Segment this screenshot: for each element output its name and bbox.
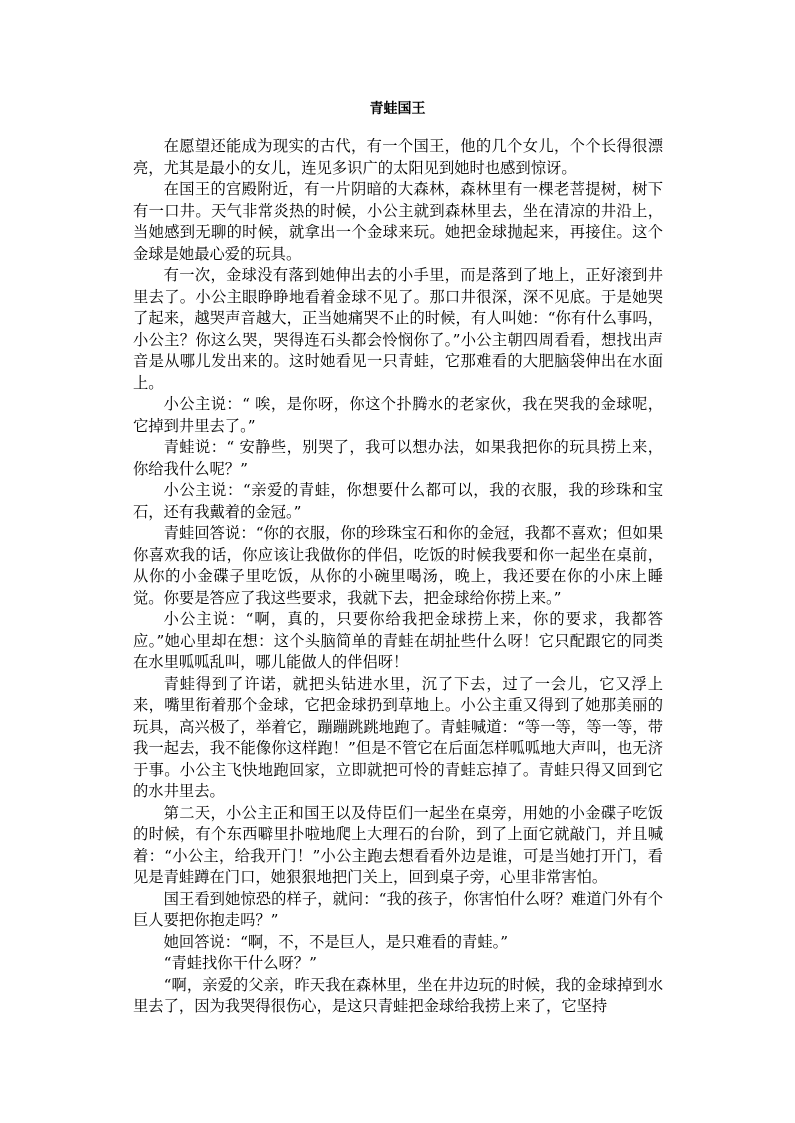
paragraph: 青蛙得到了许诺，就把头钻进水里，沉了下去，过了一会儿，它又浮上来，嘴里衔着那个金球，它把金球扔到草地上。小公主重又得到了她那美丽的玩具，高兴极了，举着它，蹦蹦跳跳地跑了。青蛙喊道：“等一等，等一等，带我一起去，我不能像你这样跑！”但是不管它在后面怎样呱呱地大声叫，也无济于事。小公主飞快地跑回家，立即就把可怜的青蛙忘掉了。青蛙只得又回到它的水井里去。 [133,674,663,800]
paragraph: 小公主说：“亲爱的青蛙，你想要什么都可以，我的衣服，我的珍珠和宝石，还有我戴着的金冠。” [133,481,663,521]
paragraph: 小公主说：“ 唉，是你呀，你这个扑腾水的老家伙，我在哭我的金球呢，它掉到井里去了。” [133,395,663,435]
document-title: 青蛙国王 [369,101,426,117]
paragraph: “青蛙找你干什么呀？” [163,954,317,972]
paragraph: “啊，亲爱的父亲，昨天我在森林里，坐在井边玩的时候，我的金球掉到水里去了，因为我哭得很伤心，是这只青蛙把金球给我捞上来了，它坚持 [133,975,663,1015]
paragraph: 国王看到她惊恐的样子，就问：“我的孩子，你害怕什么呀？难道门外有个巨人要把你抱走吗？” [133,889,663,929]
paragraph: 青蛙回答说：“你的衣服，你的珍珠宝石和你的金冠，我都不喜欢；但如果你喜欢我的话，你应该让我做你的伴侣，吃饭的时候我要和你一起坐在桌前，从你的小金碟子里吃饭，从你的小碗里喝汤，晚上，我还要在你的小床上睡觉。你要是答应了我这些要求，我就下去，把金球给你捞上来。” [133,524,663,607]
document-body [133,136,663,1018]
paragraph: 有一次，金球没有落到她伸出去的小手里，而是落到了地上，正好滚到井里去了。小公主眼睁睁地看着金球不见了。那口井很深，深不见底。于是她哭了起来，越哭声音越大，正当她痛哭不止的时候，有人叫她：“你有什么事吗，小公主？你这么哭，哭得连石头都会怜悯你了。”小公主朝四周看看，想找出声音是从哪儿发出来的。这时她看见一只青蛙，它那难看的大肥脑袋伸出在水面上。 [133,266,663,392]
paragraph: 青蛙说：“ 安静些，别哭了，我可以想办法，如果我把你的玩具捞上来，你给我什么呢？” [133,438,663,478]
paragraph: 小公主说：“啊，真的，只要你给我把金球捞上来，你的要求，我都答应。”她心里却在想：这个头脑简单的青蛙在胡扯些什么呀！它只配跟它的同类在水里呱呱乱叫，哪儿能做人的伴侣呀！ [133,610,663,671]
paragraph: 第二天，小公主正和国王以及侍臣们一起坐在桌旁，用她的小金碟子吃饭的时候，有个东西噼里扑啦地爬上大理石的台阶，到了上面它就敲门，并且喊着：“小公主，给我开门！”小公主跑去想看看外边是谁，可是当她打开门，看见是青蛙蹲在门口，她狠狠地把门关上，回到桌子旁，心里非常害怕。 [133,803,663,886]
paragraph: 她回答说：“啊，不，不是巨人，是只难看的青蛙。” [163,932,509,951]
paragraph: 在愿望还能成为现实的古代，有一个国王，他的几个女儿，个个长得很漂亮，尤其是最小的女儿，连见多识广的太阳见到她时也感到惊讶。 [133,137,663,177]
paragraph: 在国王的宫殿附近，有一片阴暗的大森林，森林里有一棵老菩提树，树下有一口井。天气非常炎热的时候，小公主就到森林里去，坐在清凉的井沿上，当她感到无聊的时候，就拿出一个金球来玩。她把金球抛起来，再接住。这个金球是她最心爱的玩具。 [133,180,663,263]
